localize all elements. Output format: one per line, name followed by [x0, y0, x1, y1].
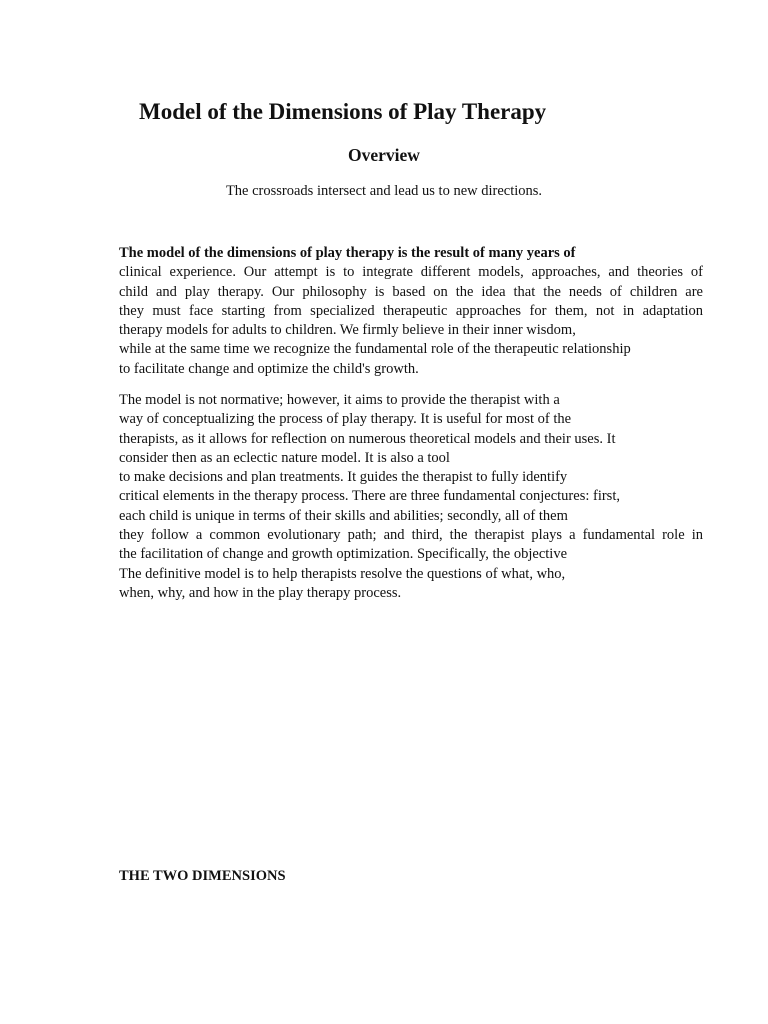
paragraph-line: therapy models for adults to children. We firmly believe in their inner wisdom, — [119, 322, 576, 339]
paragraph-line: critical elements in the therapy process. There are three fundamental conjectures: first, — [119, 488, 620, 505]
paragraph-line: child and play therapy. Our philosophy is based on the idea that the needs of children are — [119, 283, 703, 300]
paragraph-line: consider then as an eclectic nature model. It is also a tool — [119, 449, 450, 466]
paragraph-line: clinical experience. Our attempt is to integrate different models, approaches, and theories of — [119, 264, 703, 281]
paragraph-line: The definitive model is to help therapists resolve the questions of what, who, — [119, 565, 566, 582]
paragraph-line: The model of the dimensions of play therapy is the result of many years of — [119, 245, 576, 261]
epigraph: The crossroads intersect and lead us to new directions. — [225, 183, 543, 199]
paragraph-intro — [119, 244, 703, 379]
paragraph-line: therapists, as it allows for reflection on numerous theoretical models and their uses. It — [119, 430, 616, 447]
paragraph-line: way of conceptualizing the process of play therapy. It is useful for most of the — [119, 411, 572, 428]
paragraph-line: The model is not normative; however, it aims to provide the therapist with a — [119, 392, 560, 408]
paragraph-line: they must face starting from specialized therapeutic approaches for them, not in adaptation — [119, 302, 703, 319]
paragraph-line: to make decisions and plan treatments. It guides the therapist to fully identify — [119, 469, 568, 486]
document-title: Model of the Dimensions of Play Therapy — [139, 99, 547, 124]
document-subtitle: Overview — [348, 145, 420, 165]
paragraph-line: each child is unique in terms of their skills and abilities; secondly, all of them — [119, 507, 568, 524]
paragraph-line: the facilitation of change and growth optimization. Specifically, the objective — [119, 546, 568, 563]
paragraph-line: when, why, and how in the play therapy process. — [119, 584, 402, 601]
paragraph-model-description — [119, 391, 703, 603]
paragraph-line: to facilitate change and optimize the child's growth. — [119, 360, 419, 377]
paragraph-line: they follow a common evolutionary path; and third, the therapist plays a fundamental role in — [119, 527, 703, 544]
paragraph-line: while at the same time we recognize the fundamental role of the therapeutic relationship — [119, 341, 631, 358]
section-heading: THE TWO DIMENSIONS — [119, 868, 286, 884]
